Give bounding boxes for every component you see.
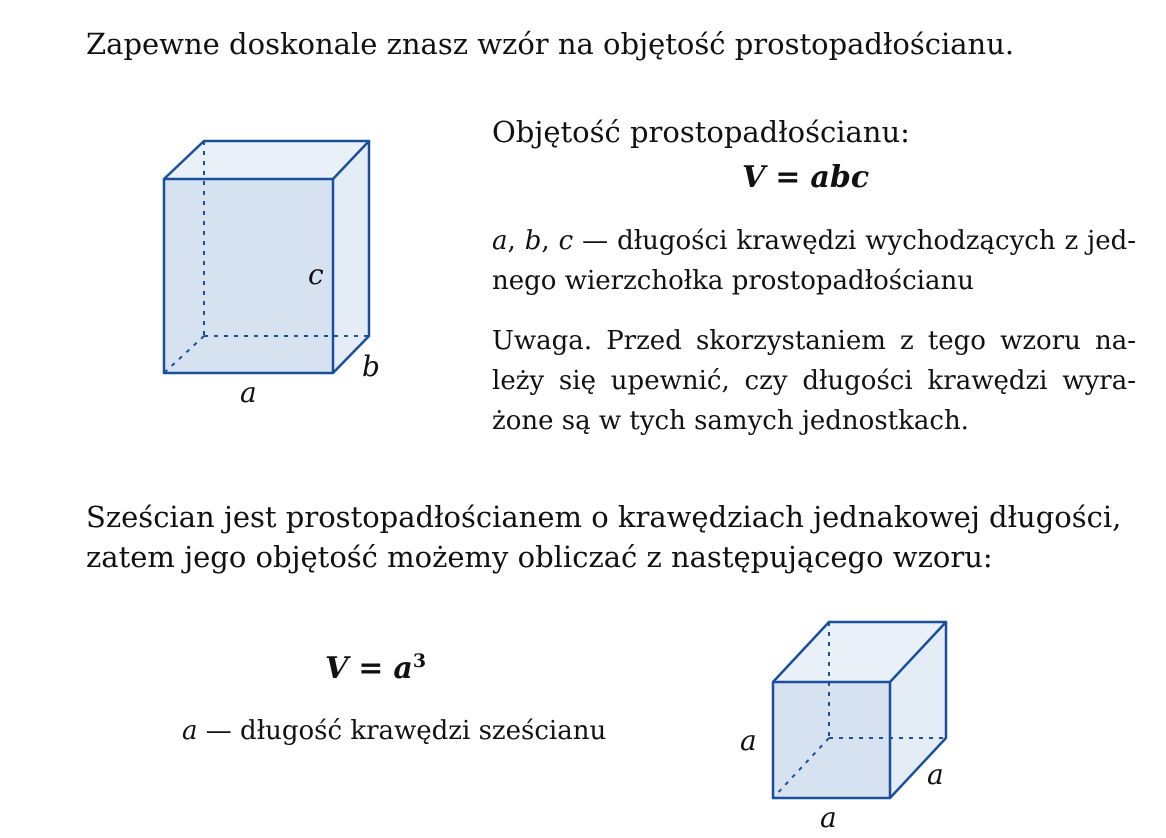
cuboid-figure <box>150 130 410 420</box>
cuboid-definition: a, b, c — długości krawędzi wychodzących z jed-nego wierzchołka prostopadłościanu <box>492 226 1137 296</box>
cube-def-text: długość krawędzi sześcianu <box>240 716 607 746</box>
cuboid-side-face <box>333 141 369 373</box>
formula-rhs: abc <box>810 160 870 195</box>
cube-label-right: a <box>927 758 944 791</box>
cube-text-line1: Sześcian jest prostopadłościanem o krawędziach jednakowej długości, <box>86 500 1122 534</box>
cuboid-formula <box>742 160 869 195</box>
def-text: długości krawędzi wychodzących z jed-nego wierzchołka prostopadłościanu <box>492 226 1137 296</box>
cube-label-bottom: a <box>820 801 837 834</box>
cube-definition: a — długość krawędzi sześcianu <box>182 716 607 746</box>
cube-def-var: a <box>182 716 198 746</box>
cube-formula-base: a <box>393 651 413 686</box>
cuboid-note: Uwaga. Przed skorzystaniem z tego wzoru na-leży się upewnić, czy długości krawędzi wyra-żone są w tych samych jednostkach. <box>492 326 1136 436</box>
formula-equals: = <box>775 160 801 195</box>
cube-formula-lhs: V <box>325 651 349 686</box>
def-var-b: b <box>524 226 542 256</box>
cube-front-face <box>773 682 890 798</box>
cube-formula-exponent: 3 <box>412 650 427 672</box>
cube-formula-equals: = <box>358 651 384 686</box>
cuboid-label-a: a <box>240 376 257 409</box>
cuboid-heading: Objętość prostopadłościanu: <box>492 115 910 149</box>
def-var-c: c <box>558 226 574 256</box>
def-var-a: a <box>492 226 508 256</box>
formula-lhs: V <box>742 160 766 195</box>
intro-text: Zapewne doskonale znasz wzór na objętość prostopadłościanu. <box>86 27 1015 61</box>
cuboid-label-b: b <box>362 350 380 383</box>
cube-formula <box>325 650 426 686</box>
cuboid-label-c: c <box>308 258 324 291</box>
cube-label-left: a <box>740 724 757 757</box>
cube-figure <box>735 615 965 834</box>
cube-text-line2: zatem jego objętość możemy obliczać z następującego wzoru: <box>86 540 993 574</box>
